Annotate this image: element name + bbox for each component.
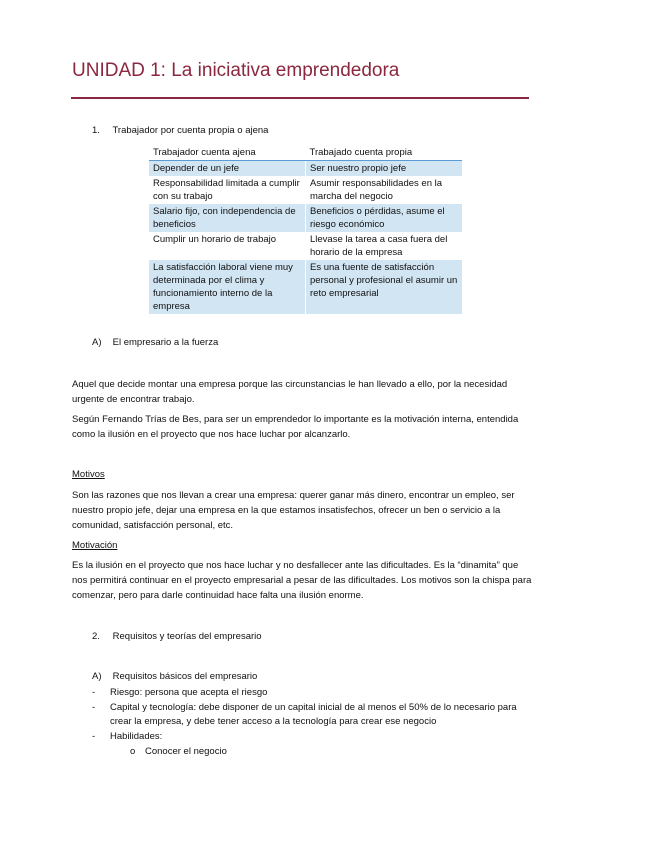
section-a-number: A) — [92, 337, 102, 348]
title-divider — [71, 97, 529, 99]
section-a-label: El empresario a la fuerza — [112, 337, 219, 348]
sub-bullet-mark: o — [130, 746, 136, 757]
section-1-label: Trabajador por cuenta propia o ajena — [112, 125, 269, 136]
bullet-mark: - — [92, 702, 96, 713]
section-a-heading — [92, 336, 218, 350]
table-cell: Es una fuente de satisfacción personal y profesional el asumir un reto empresarial — [306, 260, 463, 314]
section-1-number: 1. — [92, 125, 100, 136]
table-cell: Cumplir un horario de trabajo — [149, 232, 306, 260]
table-row — [149, 204, 462, 232]
document-title: UNIDAD 1: La iniciativa emprendedora — [72, 60, 400, 81]
table-row — [149, 232, 462, 260]
section-2-label: Requisitos y teorías del empresario — [112, 631, 262, 642]
section-a2-heading — [92, 670, 257, 684]
section-1-heading — [92, 124, 268, 138]
paragraph-empresario-fuerza: Aquel que decide montar una empresa porque las circunstancias le han llevado a ello, por la necesidad urgente de encontrar trabajo. — [72, 379, 508, 405]
section-a2-number: A) — [92, 671, 102, 682]
table-cell: Asumir responsabilidades en la marcha del negocio — [310, 178, 443, 202]
section-2-heading — [92, 630, 262, 644]
table-row — [149, 260, 462, 314]
table-row — [149, 161, 462, 177]
table-cell: La satisfacción laboral viene muy determinada por el clima y funcionamiento interno de la empresa — [149, 260, 306, 314]
paragraph-trias-de-bes: Según Fernando Trías de Bes, para ser un emprendedor lo importante es la motivación interna, entendida como la ilusión en el proyecto que nos hace luchar por alcanzarlo. — [72, 414, 519, 440]
table-cell: Salario fijo, con independencia de beneficios — [149, 204, 306, 232]
bullet-mark: - — [92, 687, 96, 698]
comparison-table — [149, 145, 462, 314]
section-a2-label: Requisitos básicos del empresario — [112, 671, 258, 682]
list-item: Riesgo: persona que acepta el riesgo — [110, 687, 268, 698]
motivacion-heading: Motivación — [72, 540, 118, 551]
bullet-mark: - — [92, 731, 96, 742]
table-cell: Beneficios o pérdidas, asume el riesgo económico — [306, 204, 463, 232]
table-cell: Ser nuestro propio jefe — [306, 161, 463, 177]
motivos-heading: Motivos — [72, 469, 105, 480]
list-item: Habilidades: — [110, 731, 163, 742]
table-cell: Llevase la tarea a casa fuera del horario de la empresa — [310, 234, 448, 258]
list-item: Capital y tecnología: debe disponer de un capital inicial de al menos el 50% de lo necesario para crear la empresa, y debe tener acceso a la tecnología para crear ese negocio — [110, 702, 517, 727]
section-2-number: 2. — [92, 631, 100, 642]
table-header-ajena: Trabajador cuenta ajena — [149, 145, 306, 161]
motivacion-paragraph: Es la ilusión en el proyecto que nos hace luchar y no desfallecer ante las dificultades. Es la “dinamita” que nos permitirá continuar en el proyecto empresarial a pesar de las dificultades. Los motivos son la chispa para comenzar, pero para darle continuidad hace falta una ilusión enorme. — [72, 560, 532, 601]
motivos-paragraph: Son las razones que nos llevan a crear una empresa: querer ganar más dinero, encontrar un empleo, ser nuestro propio jefe, dejar una empresa en la que estamos insatisfechos, ofrecer un ben o servicio a la comunidad, satisfacción personal, etc. — [72, 490, 515, 531]
table-row — [149, 176, 462, 204]
table-header-propia: Trabajado cuenta propia — [306, 145, 463, 161]
table-cell: Depender de un jefe — [149, 161, 306, 177]
table-cell: Responsabilidad limitada a cumplir con su trabajo — [149, 176, 306, 204]
sub-list-item: Conocer el negocio — [145, 746, 227, 757]
